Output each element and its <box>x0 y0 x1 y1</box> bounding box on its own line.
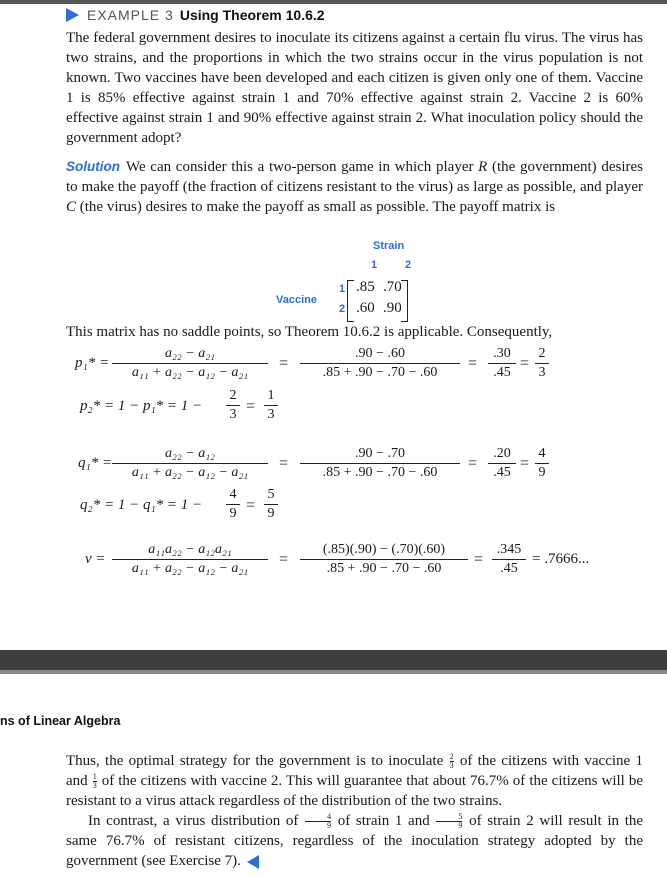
equals-sign: = <box>279 455 289 472</box>
q2-f1-den: 9 <box>226 504 240 522</box>
page-break-band <box>0 650 667 670</box>
p1-numeric-fraction <box>300 346 460 381</box>
q1-symbolic-num: a₂₂ − a₁₂ <box>165 446 215 461</box>
q2-fraction-1 <box>226 487 240 522</box>
player-r: R <box>478 159 488 175</box>
v-symbolic-num: a₁₁a₂₂ − a₁₂a₂₁ <box>148 542 232 557</box>
q2-fraction-2 <box>264 487 278 522</box>
equals-sign: = <box>246 398 256 415</box>
equals-sign: = <box>468 455 478 472</box>
q2-f2-num: 5 <box>267 487 275 502</box>
conclusion-1-fraction-1 <box>450 753 454 770</box>
equals-sign: = <box>279 551 289 568</box>
p1-ratio-den: .45 <box>488 363 516 381</box>
matrix-col-label-1: 1 <box>371 259 378 271</box>
matrix-col-label-2: 2 <box>405 259 412 271</box>
conclusion-2-fraction-2 <box>436 813 462 830</box>
matrix-row-label-1: 1 <box>339 283 346 295</box>
p1-result-fraction <box>535 346 549 381</box>
v-symbolic-den: a₁₁ + a₂₂ − a₁₂ − a₂₁ <box>112 559 268 577</box>
q1-result-fraction <box>535 446 549 481</box>
solution-text-b: (the government) desires to make the payoff (the fraction of citizens resistant to the virus) as large as possible, and player <box>66 159 643 195</box>
q1-ratio-num: .20 <box>493 446 511 461</box>
p1-result-num: 2 <box>538 346 546 361</box>
equals-sign: = <box>520 355 530 372</box>
q2-f2-den: 9 <box>264 504 278 522</box>
c2-f2-num: 5 <box>458 812 463 822</box>
p2-f1-num: 2 <box>229 388 237 403</box>
solution-label: Solution <box>66 159 120 174</box>
conclusion-paragraph-1 <box>66 751 643 811</box>
conclusion-1-fraction-2 <box>93 773 97 790</box>
q1-symbolic-fraction <box>112 446 268 481</box>
running-head: ns of Linear Algebra <box>0 714 121 728</box>
conclusion-2-b: of strain 1 and <box>337 813 430 829</box>
c1-f2-den: 3 <box>92 781 97 791</box>
q1-symbolic-den: a₁₁ + a₂₂ − a₁₂ − a₂₁ <box>112 463 268 481</box>
c1-f1-num: 2 <box>449 752 454 762</box>
v-numeric-den: .85 + .90 − .70 − .60 <box>300 559 468 577</box>
q1-ratio-den: .45 <box>488 463 516 481</box>
matrix-row-label-2: 2 <box>339 303 346 315</box>
c1-f1-den: 3 <box>449 761 454 771</box>
q1-lhs: q₁* = <box>78 455 113 471</box>
q2-lhs: q₂* = 1 − q₁* = 1 − <box>80 497 203 513</box>
conclusion-1-b: of the citizens with vaccine 1 and <box>66 753 644 789</box>
example-title: Using Theorem 10.6.2 <box>179 7 325 23</box>
v-lhs: v = <box>85 551 106 567</box>
conclusion-2-a: In contrast, a virus distribution of <box>88 813 299 829</box>
matrix-cell-2-1: .60 <box>356 300 375 316</box>
equals-sign: = <box>474 551 484 568</box>
p1-lhs: p₁* = <box>75 355 110 371</box>
matrix-right-bracket <box>401 280 408 322</box>
p2-f1-den: 3 <box>226 405 240 423</box>
v-ratio-fraction <box>492 542 526 577</box>
p2-f2-num: 1 <box>267 388 275 403</box>
q1-result-den: 9 <box>535 463 549 481</box>
conclusion-1-c: of the citizens with vaccine 2. This will guarantee that about 76.7% of the citizens will be resistant to a virus attack regardless of the distribution of the two strains. <box>66 773 643 809</box>
example-label: EXAMPLE 3 <box>87 7 174 23</box>
matrix-cell-2-2: .90 <box>383 300 402 316</box>
solution-text-c: (the virus) desires to make the payoff as small as possible. The payoff matrix is <box>76 199 556 215</box>
v-result: = .7666... <box>532 551 590 567</box>
matrix-left-bracket <box>347 280 354 322</box>
equals-sign: = <box>468 355 478 372</box>
example-triangle-icon <box>66 8 79 22</box>
conclusion-1-a: Thus, the optimal strategy for the government is to inoculate <box>66 753 444 769</box>
p1-numeric-den: .85 + .90 − .70 − .60 <box>300 363 460 381</box>
end-of-example-triangle-icon <box>247 855 259 869</box>
v-symbolic-fraction <box>112 542 268 577</box>
p1-result-den: 3 <box>535 363 549 381</box>
v-numeric-fraction <box>300 542 468 577</box>
conclusion-paragraph-2 <box>66 811 643 871</box>
p2-fraction-1 <box>226 388 240 423</box>
v-numeric-num: (.85)(.90) − (.70)(.60) <box>322 542 446 557</box>
example-header <box>66 4 325 26</box>
matrix-col-title: Strain <box>373 240 405 252</box>
problem-statement: The federal government desires to inoculate its citizens against a certain flu virus. The virus has two strains, and the proportions in which the two strains occur in the virus population is not known. Two vaccines have been developed and each citizen is given only one of them. Vaccine 1 is 85% effective against strain 1 and 70% effective against strain 2. Vaccine 2 is 60% effective against strain 1 and 90% effective against strain 2. What inoculation policy should the government adopt? <box>66 30 643 146</box>
p1-symbolic-num: a₂₂ − a₂₁ <box>165 346 215 361</box>
p1-ratio-num: .30 <box>493 346 511 361</box>
solution-text-a: We can consider this a two-person game in which player <box>126 159 479 175</box>
p2-f2-den: 3 <box>264 405 278 423</box>
equals-sign: = <box>279 355 289 372</box>
conclusion-2-fraction-1 <box>305 813 331 830</box>
q2-f1-num: 4 <box>229 487 237 502</box>
c2-f1-den: 9 <box>305 821 331 830</box>
v-ratio-num: .345 <box>496 542 522 557</box>
p2-fraction-2 <box>264 388 278 423</box>
v-ratio-den: .45 <box>492 559 526 577</box>
q1-numeric-den: .85 + .90 − .70 − .60 <box>300 463 460 481</box>
matrix-row-title: Vaccine <box>276 294 317 306</box>
q1-ratio-fraction <box>488 446 516 481</box>
c2-f2-den: 9 <box>436 821 462 830</box>
p1-ratio-fraction <box>488 346 516 381</box>
p1-numeric-num: .90 − .60 <box>355 346 405 361</box>
p1-symbolic-fraction <box>112 346 268 381</box>
equals-sign: = <box>246 497 256 514</box>
solution-paragraph <box>66 157 643 217</box>
q1-result-num: 4 <box>538 446 546 461</box>
player-c: C <box>66 199 77 215</box>
p2-lhs: p₂* = 1 − p₁* = 1 − <box>80 398 203 414</box>
matrix-cell-1-2: .70 <box>383 279 402 295</box>
equals-sign: = <box>520 455 530 472</box>
page-break-lip <box>0 670 667 674</box>
conclusion-2-c: of strain 2 will result in the same 76.7% of resistant citizens, regardless of the inoculation strategy adopted by the government (see Exercise 7). <box>66 813 644 869</box>
consequence-text: This matrix has no saddle points, so Theorem 10.6.2 is applicable. Consequently, <box>66 324 553 340</box>
q1-numeric-fraction <box>300 446 460 481</box>
c1-f2-num: 1 <box>92 772 97 782</box>
p1-symbolic-den: a₁₁ + a₂₂ − a₁₂ − a₂₁ <box>112 363 268 381</box>
c2-f1-num: 4 <box>327 812 332 822</box>
matrix-cell-1-1: .85 <box>356 279 375 295</box>
q1-numeric-num: .90 − .70 <box>355 446 405 461</box>
